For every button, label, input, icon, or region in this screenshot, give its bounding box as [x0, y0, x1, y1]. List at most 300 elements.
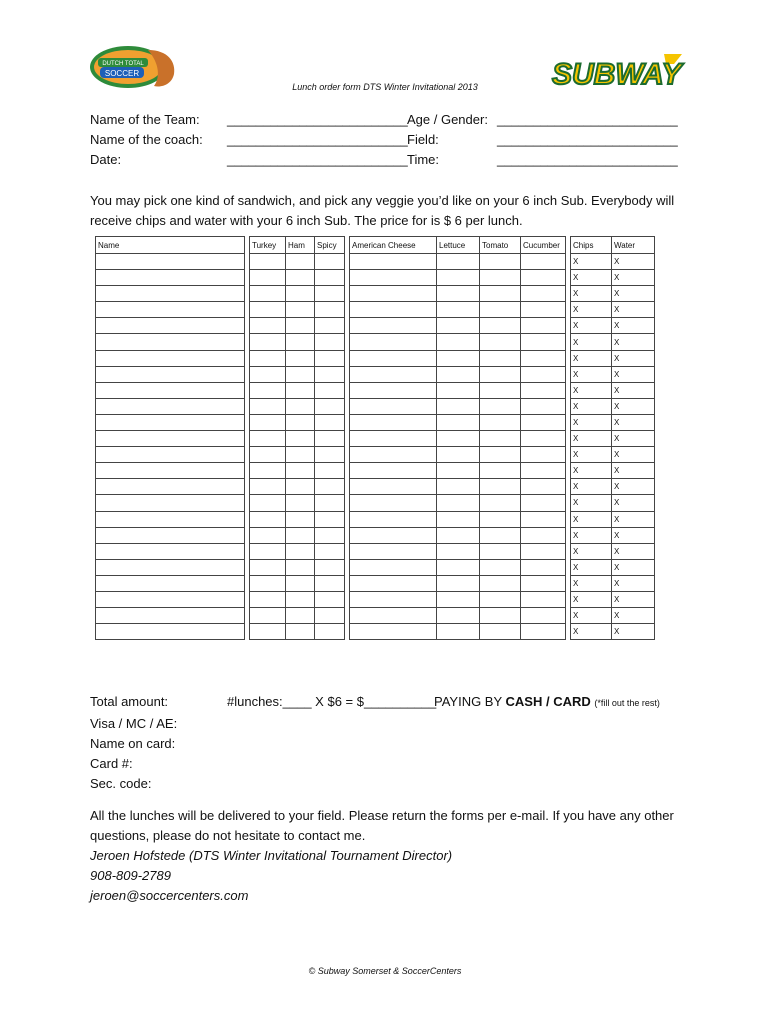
cell-turkey[interactable] [250, 366, 286, 382]
cell-turkey[interactable] [250, 302, 286, 318]
header-turkey: Turkey [250, 237, 286, 254]
total-label: Total amount: [90, 694, 169, 709]
cell-cucumber[interactable] [521, 414, 566, 430]
cell-cucumber[interactable] [521, 334, 566, 350]
cell-cheese[interactable] [350, 495, 437, 511]
cell-spicy[interactable] [315, 334, 345, 350]
cell-cheese[interactable] [350, 254, 437, 270]
cell-turkey[interactable] [250, 270, 286, 286]
paying-method[interactable]: CASH / CARD [505, 694, 591, 709]
cell-chips: X [571, 608, 612, 624]
cell-ham[interactable] [286, 527, 315, 543]
cell-tomato[interactable] [480, 624, 521, 640]
cell-chips: X [571, 479, 612, 495]
cell-spicy[interactable] [315, 302, 345, 318]
cell-chips: X [571, 543, 612, 559]
cell-tomato[interactable] [480, 431, 521, 447]
cell-name[interactable] [96, 334, 245, 350]
cell-chips: X [571, 511, 612, 527]
cell-water: X [612, 575, 655, 591]
header-chips: Chips [571, 237, 612, 254]
cell-ham[interactable] [286, 366, 315, 382]
cell-name[interactable] [96, 270, 245, 286]
cell-ham[interactable] [286, 447, 315, 463]
cell-tomato[interactable] [480, 575, 521, 591]
cell-chips: X [571, 302, 612, 318]
cell-turkey[interactable] [250, 350, 286, 366]
closing-line2: questions, please do not hesitate to contact me. [90, 828, 366, 843]
cell-lettuce[interactable] [437, 254, 480, 270]
cell-ham[interactable] [286, 511, 315, 527]
cell-cheese[interactable] [350, 511, 437, 527]
cell-turkey[interactable] [250, 608, 286, 624]
cell-cheese[interactable] [350, 398, 437, 414]
cell-turkey[interactable] [250, 624, 286, 640]
table-row [96, 334, 655, 350]
cell-tomato[interactable] [480, 334, 521, 350]
header-cucumber: Cucumber [521, 237, 566, 254]
name-on-card-label[interactable]: Name on card: [90, 736, 176, 751]
cell-lettuce[interactable] [437, 479, 480, 495]
cell-chips: X [571, 591, 612, 607]
cell-ham[interactable] [286, 254, 315, 270]
cell-water: X [612, 431, 655, 447]
cell-cucumber[interactable] [521, 559, 566, 575]
cell-water: X [612, 286, 655, 302]
cell-cucumber[interactable] [521, 382, 566, 398]
cell-name[interactable] [96, 527, 245, 543]
cell-spicy[interactable] [315, 559, 345, 575]
cell-lettuce[interactable] [437, 527, 480, 543]
table-row [96, 479, 655, 495]
cell-chips: X [571, 575, 612, 591]
cell-ham[interactable] [286, 624, 315, 640]
cell-lettuce[interactable] [437, 575, 480, 591]
contact-email[interactable]: jeroen@soccercenters.com [90, 888, 249, 903]
cell-water: X [612, 591, 655, 607]
cell-lettuce[interactable] [437, 270, 480, 286]
table-row [96, 511, 655, 527]
cell-ham[interactable] [286, 302, 315, 318]
cell-ham[interactable] [286, 559, 315, 575]
cell-water: X [612, 398, 655, 414]
cell-spicy[interactable] [315, 382, 345, 398]
cell-water: X [612, 350, 655, 366]
cell-cheese[interactable] [350, 286, 437, 302]
cell-cucumber[interactable] [521, 511, 566, 527]
cell-name[interactable] [96, 366, 245, 382]
instructions [90, 191, 690, 231]
cell-tomato[interactable] [480, 366, 521, 382]
cell-spicy[interactable] [315, 286, 345, 302]
cell-chips: X [571, 447, 612, 463]
header-water: Water [612, 237, 655, 254]
coach-label: Name of the coach: [90, 132, 203, 147]
payment-block [90, 694, 690, 794]
age-gender-field[interactable]: _________________________ [497, 112, 678, 127]
cell-lettuce[interactable] [437, 286, 480, 302]
table-row [96, 527, 655, 543]
cell-chips: X [571, 318, 612, 334]
cell-cucumber[interactable] [521, 431, 566, 447]
cell-name[interactable] [96, 495, 245, 511]
cell-tomato[interactable] [480, 447, 521, 463]
cell-ham[interactable] [286, 318, 315, 334]
cell-spicy[interactable] [315, 350, 345, 366]
cell-turkey[interactable] [250, 286, 286, 302]
cell-cheese[interactable] [350, 318, 437, 334]
table-row [96, 366, 655, 382]
header-spicy: Spicy [315, 237, 345, 254]
cell-name[interactable] [96, 591, 245, 607]
cell-cucumber[interactable] [521, 608, 566, 624]
cell-turkey[interactable] [250, 318, 286, 334]
cell-water: X [612, 447, 655, 463]
team-field[interactable]: _________________________ [227, 112, 408, 127]
cell-lettuce[interactable] [437, 608, 480, 624]
cell-tomato[interactable] [480, 591, 521, 607]
order-table [95, 236, 655, 640]
cell-cucumber[interactable] [521, 318, 566, 334]
visa-label[interactable]: Visa / MC / AE: [90, 716, 178, 731]
cell-cucumber[interactable] [521, 463, 566, 479]
cell-cheese[interactable] [350, 382, 437, 398]
cell-name[interactable] [96, 382, 245, 398]
cell-name[interactable] [96, 543, 245, 559]
lunches-field[interactable]: #lunches:____ X $6 = $__________ [227, 694, 437, 709]
cell-lettuce[interactable] [437, 302, 480, 318]
cell-tomato[interactable] [480, 254, 521, 270]
cell-cheese[interactable] [350, 366, 437, 382]
cell-spicy[interactable] [315, 414, 345, 430]
cell-water: X [612, 527, 655, 543]
cell-spicy[interactable] [315, 624, 345, 640]
cell-cucumber[interactable] [521, 350, 566, 366]
cell-water: X [612, 543, 655, 559]
cell-name[interactable] [96, 559, 245, 575]
cell-lettuce[interactable] [437, 382, 480, 398]
header-american-cheese: American Cheese [350, 237, 437, 254]
cell-ham[interactable] [286, 543, 315, 559]
cell-cheese[interactable] [350, 414, 437, 430]
cell-turkey[interactable] [250, 543, 286, 559]
cell-tomato[interactable] [480, 414, 521, 430]
header-tomato: Tomato [480, 237, 521, 254]
cell-name[interactable] [96, 398, 245, 414]
cell-lettuce[interactable] [437, 414, 480, 430]
cell-spicy[interactable] [315, 270, 345, 286]
cell-spicy[interactable] [315, 608, 345, 624]
cell-chips: X [571, 350, 612, 366]
cell-cucumber[interactable] [521, 495, 566, 511]
cell-cheese[interactable] [350, 608, 437, 624]
cell-cheese[interactable] [350, 463, 437, 479]
cell-spicy[interactable] [315, 495, 345, 511]
table-row [96, 559, 655, 575]
cell-water: X [612, 559, 655, 575]
header-ham: Ham [286, 237, 315, 254]
cell-lettuce[interactable] [437, 624, 480, 640]
cell-spicy[interactable] [315, 447, 345, 463]
cell-spicy[interactable] [315, 575, 345, 591]
cell-ham[interactable] [286, 286, 315, 302]
cell-water: X [612, 463, 655, 479]
cell-name[interactable] [96, 350, 245, 366]
cell-cucumber[interactable] [521, 527, 566, 543]
cell-ham[interactable] [286, 495, 315, 511]
cell-cucumber[interactable] [521, 366, 566, 382]
table-row [96, 286, 655, 302]
time-label: Time: [407, 152, 440, 167]
cell-chips: X [571, 624, 612, 640]
team-label: Name of the Team: [90, 112, 200, 127]
cell-turkey[interactable] [250, 414, 286, 430]
cell-spicy[interactable] [315, 366, 345, 382]
cell-tomato[interactable] [480, 608, 521, 624]
cell-water: X [612, 479, 655, 495]
cell-cheese[interactable] [350, 431, 437, 447]
cell-cheese[interactable] [350, 575, 437, 591]
paying-prefix: PAYING BY [434, 694, 506, 709]
date-field[interactable]: _________________________ [227, 152, 408, 167]
date-label: Date: [90, 152, 122, 167]
field-label: Field: [407, 132, 439, 147]
cell-turkey[interactable] [250, 511, 286, 527]
form-title: Lunch order form DTS Winter Invitational 2013 [292, 82, 478, 92]
cell-name[interactable] [96, 463, 245, 479]
cell-lettuce[interactable] [437, 350, 480, 366]
cell-spicy[interactable] [315, 527, 345, 543]
time-field[interactable]: _________________________ [497, 152, 678, 167]
card-number-label[interactable]: Card #: [90, 756, 133, 771]
cell-name[interactable] [96, 431, 245, 447]
cell-cucumber[interactable] [521, 624, 566, 640]
cell-tomato[interactable] [480, 527, 521, 543]
cell-water: X [612, 382, 655, 398]
cell-tomato[interactable] [480, 479, 521, 495]
table-row [96, 495, 655, 511]
cell-lettuce[interactable] [437, 334, 480, 350]
table-row [96, 608, 655, 624]
cell-lettuce[interactable] [437, 366, 480, 382]
cell-spicy[interactable] [315, 479, 345, 495]
cell-ham[interactable] [286, 575, 315, 591]
cell-tomato[interactable] [480, 463, 521, 479]
cell-lettuce[interactable] [437, 559, 480, 575]
cell-cheese[interactable] [350, 350, 437, 366]
cell-water: X [612, 366, 655, 382]
cell-spicy[interactable] [315, 463, 345, 479]
subway-logo-text: SUBWAY [552, 58, 682, 91]
contact-name: Jeroen Hofstede (DTS Winter Invitational Tournament Director) [90, 848, 453, 863]
cell-tomato[interactable] [480, 511, 521, 527]
cell-name[interactable] [96, 414, 245, 430]
cell-spicy[interactable] [315, 511, 345, 527]
cell-turkey[interactable] [250, 382, 286, 398]
cell-name[interactable] [96, 447, 245, 463]
cell-lettuce[interactable] [437, 463, 480, 479]
cell-cucumber[interactable] [521, 254, 566, 270]
table-row [96, 254, 655, 270]
cell-chips: X [571, 270, 612, 286]
cell-turkey[interactable] [250, 479, 286, 495]
cell-name[interactable] [96, 318, 245, 334]
cell-turkey[interactable] [250, 527, 286, 543]
cell-cucumber[interactable] [521, 575, 566, 591]
cell-tomato[interactable] [480, 302, 521, 318]
cell-name[interactable] [96, 624, 245, 640]
cell-tomato[interactable] [480, 270, 521, 286]
cell-cucumber[interactable] [521, 286, 566, 302]
cell-cucumber[interactable] [521, 543, 566, 559]
cell-name[interactable] [96, 608, 245, 624]
cell-spicy[interactable] [315, 431, 345, 447]
cell-chips: X [571, 527, 612, 543]
cell-tomato[interactable] [480, 286, 521, 302]
cell-turkey[interactable] [250, 463, 286, 479]
cell-tomato[interactable] [480, 318, 521, 334]
cell-ham[interactable] [286, 591, 315, 607]
cell-chips: X [571, 559, 612, 575]
cell-ham[interactable] [286, 398, 315, 414]
cell-spicy[interactable] [315, 254, 345, 270]
table-row [96, 463, 655, 479]
cell-cheese[interactable] [350, 543, 437, 559]
cell-turkey[interactable] [250, 559, 286, 575]
cell-chips: X [571, 495, 612, 511]
cell-ham[interactable] [286, 382, 315, 398]
table-row [96, 447, 655, 463]
cell-cucumber[interactable] [521, 398, 566, 414]
cell-water: X [612, 608, 655, 624]
table-row [96, 414, 655, 430]
cell-cheese[interactable] [350, 559, 437, 575]
table-row [96, 575, 655, 591]
cell-chips: X [571, 398, 612, 414]
cell-tomato[interactable] [480, 495, 521, 511]
cell-water: X [612, 318, 655, 334]
cell-cheese[interactable] [350, 334, 437, 350]
cell-ham[interactable] [286, 463, 315, 479]
cell-tomato[interactable] [480, 382, 521, 398]
cell-cheese[interactable] [350, 447, 437, 463]
cell-water: X [612, 302, 655, 318]
cell-cheese[interactable] [350, 479, 437, 495]
cell-turkey[interactable] [250, 398, 286, 414]
cell-cheese[interactable] [350, 591, 437, 607]
cell-name[interactable] [96, 286, 245, 302]
cell-cucumber[interactable] [521, 270, 566, 286]
cell-ham[interactable] [286, 270, 315, 286]
cell-chips: X [571, 463, 612, 479]
cell-lettuce[interactable] [437, 398, 480, 414]
cell-ham[interactable] [286, 350, 315, 366]
cell-tomato[interactable] [480, 398, 521, 414]
table-row [96, 398, 655, 414]
cell-cheese[interactable] [350, 527, 437, 543]
header-lettuce: Lettuce [437, 237, 480, 254]
field-field[interactable]: _________________________ [497, 132, 678, 147]
table-header-row [96, 237, 655, 254]
instructions-line1: You may pick one kind of sandwich, and pick any veggie you’d like on your 6 inch Sub. Everybody will [90, 193, 675, 208]
table-row [96, 382, 655, 398]
cell-cheese[interactable] [350, 270, 437, 286]
table-row [96, 270, 655, 286]
cell-chips: X [571, 254, 612, 270]
cell-ham[interactable] [286, 414, 315, 430]
cell-turkey[interactable] [250, 447, 286, 463]
cell-chips: X [571, 382, 612, 398]
contact-phone: 908-809-2789 [90, 868, 171, 883]
cell-tomato[interactable] [480, 543, 521, 559]
cell-turkey[interactable] [250, 591, 286, 607]
cell-spicy[interactable] [315, 398, 345, 414]
cell-cucumber[interactable] [521, 302, 566, 318]
cell-cheese[interactable] [350, 624, 437, 640]
coach-field[interactable]: _________________________ [227, 132, 408, 147]
table-row [96, 302, 655, 318]
sec-code-label[interactable]: Sec. code: [90, 776, 152, 791]
cell-water: X [612, 495, 655, 511]
cell-ham[interactable] [286, 479, 315, 495]
cell-name[interactable] [96, 479, 245, 495]
cell-cucumber[interactable] [521, 447, 566, 463]
cell-name[interactable] [96, 302, 245, 318]
cell-ham[interactable] [286, 608, 315, 624]
cell-spicy[interactable] [315, 543, 345, 559]
cell-chips: X [571, 366, 612, 382]
cell-chips: X [571, 286, 612, 302]
age-gender-label: Age / Gender: [407, 112, 488, 127]
cell-cheese[interactable] [350, 302, 437, 318]
cell-ham[interactable] [286, 431, 315, 447]
table-row [96, 318, 655, 334]
cell-name[interactable] [96, 575, 245, 591]
cell-turkey[interactable] [250, 431, 286, 447]
cell-lettuce[interactable] [437, 591, 480, 607]
closing-line1: All the lunches will be delivered to your field. Please return the forms per e-mail. If you have any other [90, 808, 674, 823]
paying-by [434, 694, 660, 709]
cell-cucumber[interactable] [521, 479, 566, 495]
cell-ham[interactable] [286, 334, 315, 350]
table-row [96, 543, 655, 559]
cell-cucumber[interactable] [521, 591, 566, 607]
cell-lettuce[interactable] [437, 495, 480, 511]
instructions-line2: receive chips and water with your 6 inch Sub. The price for is $ 6 per lunch. [90, 213, 523, 228]
cell-turkey[interactable] [250, 334, 286, 350]
cell-tomato[interactable] [480, 350, 521, 366]
table-row [96, 591, 655, 607]
cell-name[interactable] [96, 254, 245, 270]
cell-turkey[interactable] [250, 495, 286, 511]
cell-lettuce[interactable] [437, 431, 480, 447]
cell-chips: X [571, 431, 612, 447]
cell-spicy[interactable] [315, 591, 345, 607]
cell-lettuce[interactable] [437, 511, 480, 527]
logo-line2: SOCCER [104, 69, 140, 78]
header-name: Name [96, 237, 245, 254]
cell-spicy[interactable] [315, 318, 345, 334]
cell-lettuce[interactable] [437, 318, 480, 334]
table-row [96, 624, 655, 640]
cell-turkey[interactable] [250, 575, 286, 591]
cell-tomato[interactable] [480, 559, 521, 575]
cell-lettuce[interactable] [437, 447, 480, 463]
cell-turkey[interactable] [250, 254, 286, 270]
cell-water: X [612, 254, 655, 270]
cell-name[interactable] [96, 511, 245, 527]
cell-lettuce[interactable] [437, 543, 480, 559]
